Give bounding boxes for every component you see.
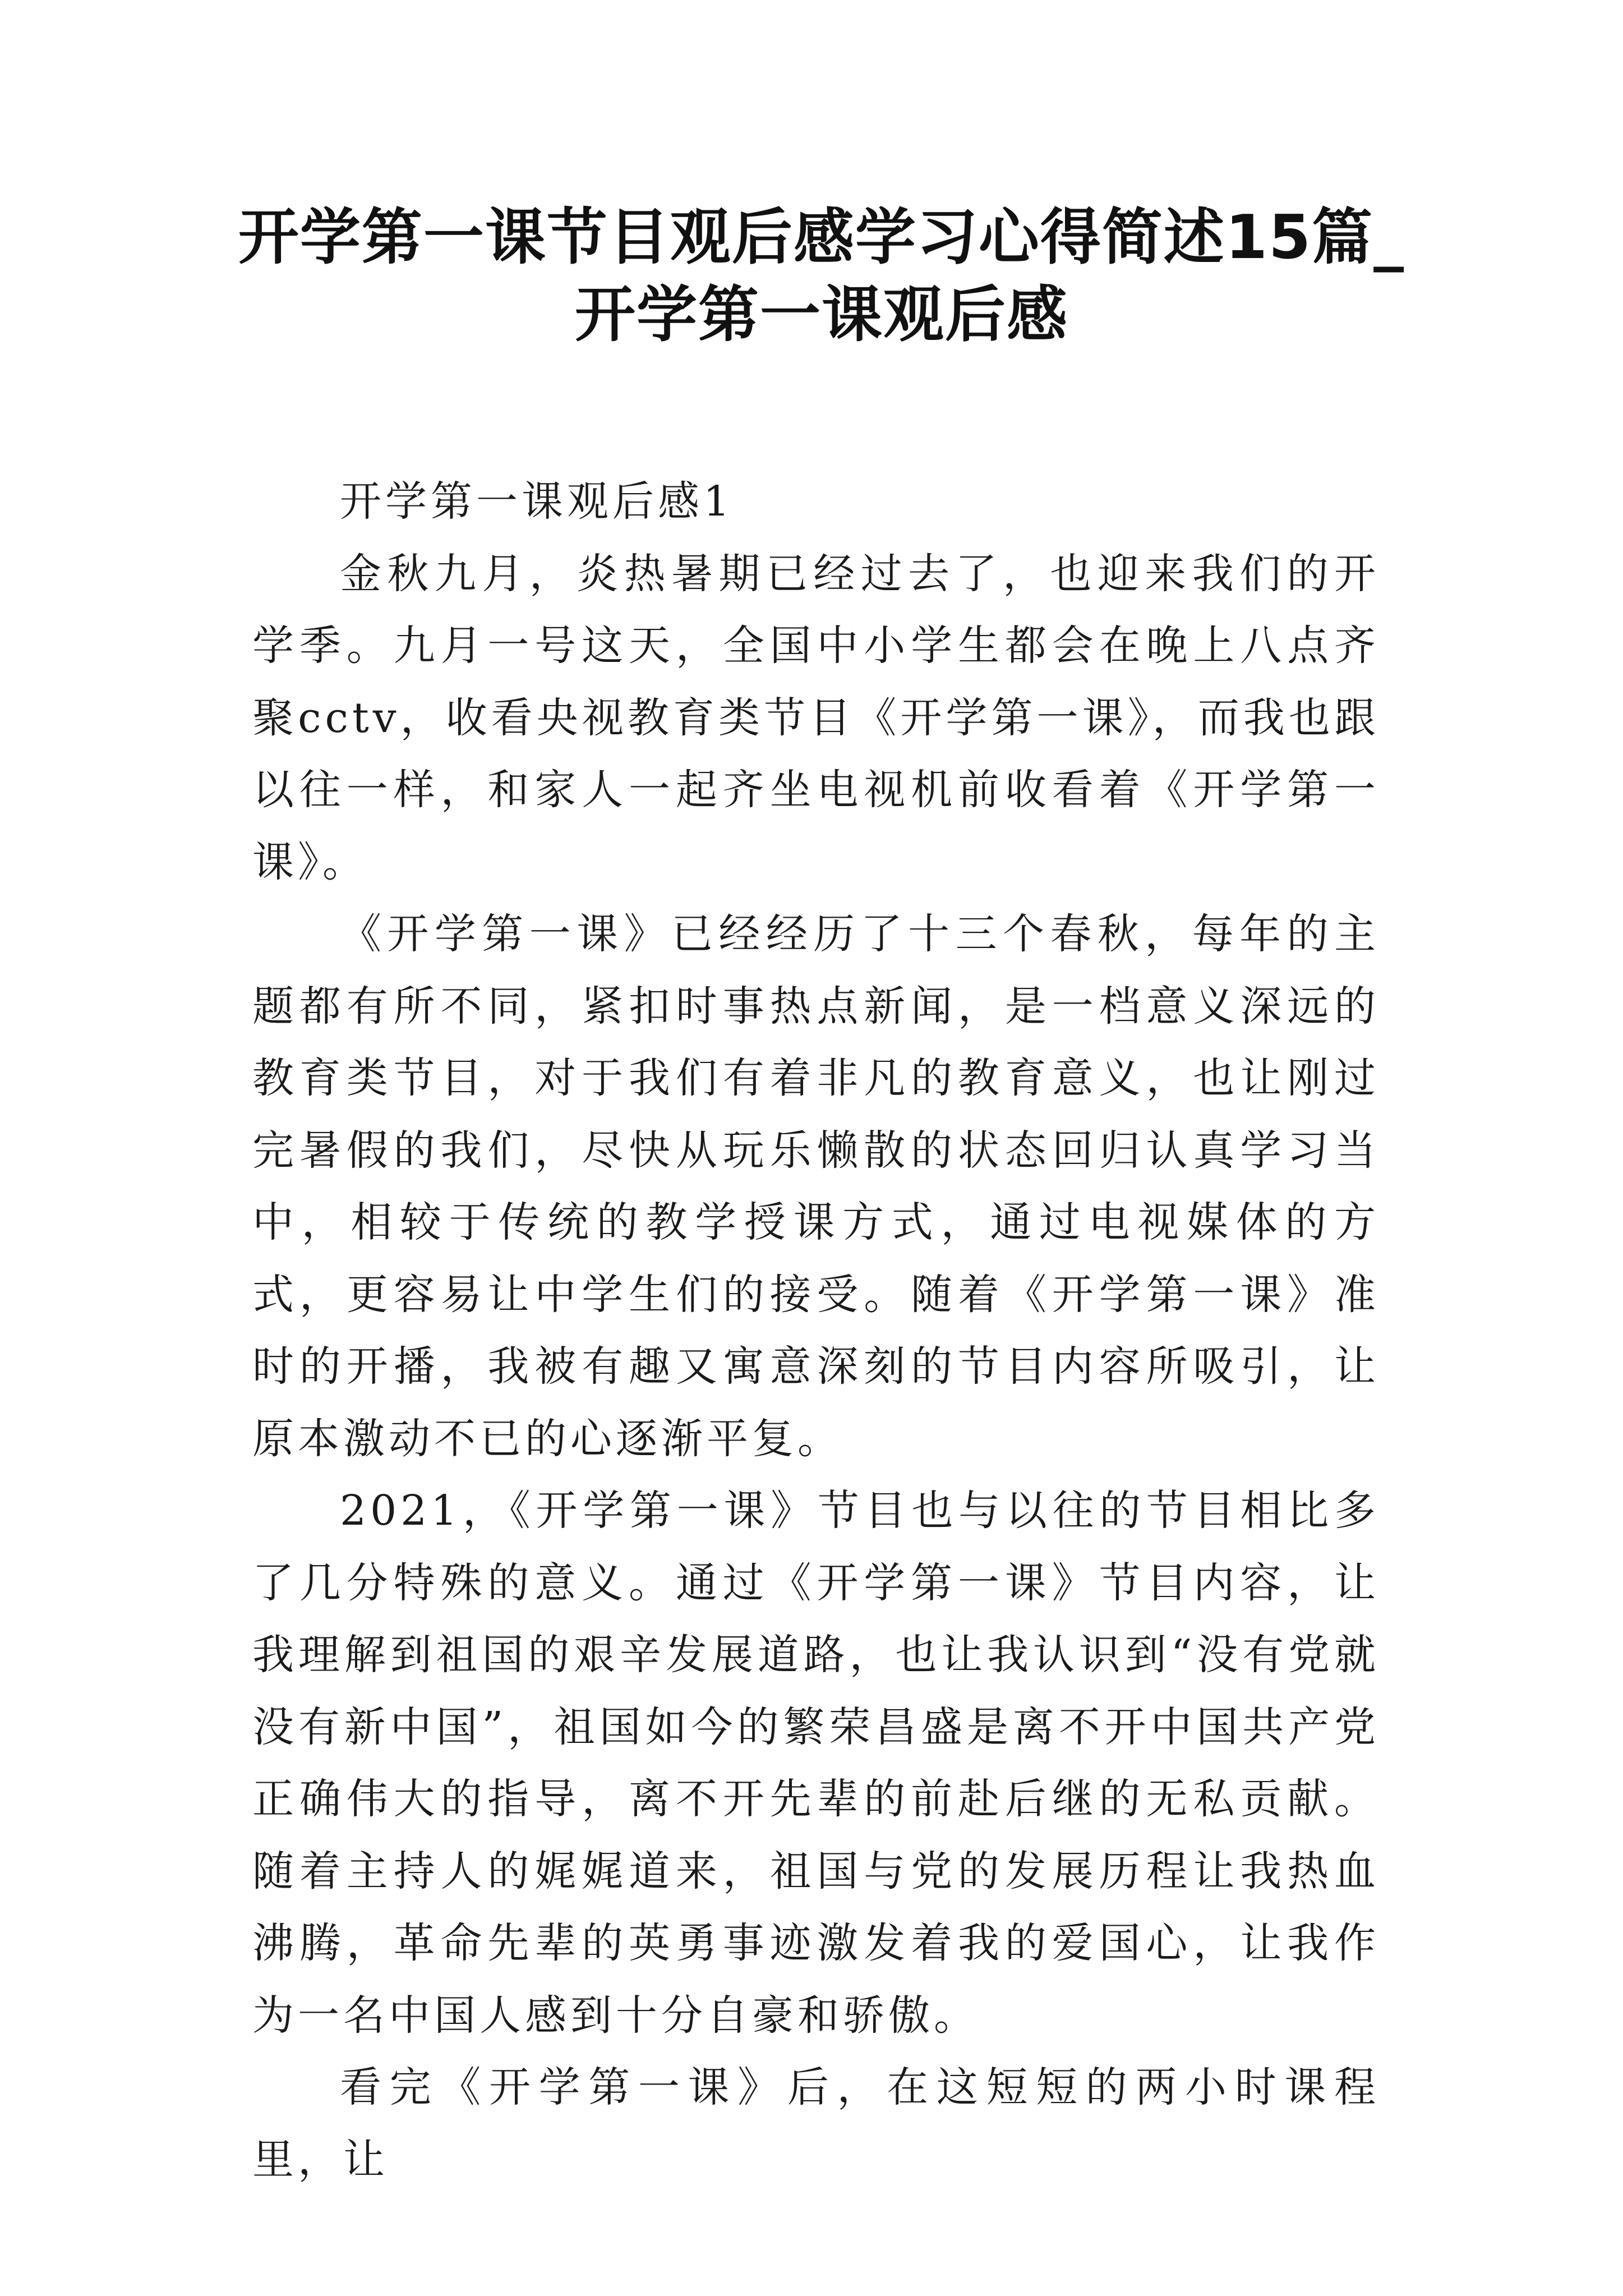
paragraph: 《开学第一课》已经经历了十三个春秋，每年的主题都有所不同，紧扣时事热点新闻，是一档意义深远的教育类节目，对于我们有着非凡的教育意义，也让刚过完暑假的我们，尽快从玩乐懒散的状态回归认真学习当中，相较于传统的教学授课方式，通过电视媒体的方式，更容易让中学生们的接受。随着《开学第一课》准时的开播，我被有趣又寓意深刻的节目内容所吸引，让原本激动不已的心逐渐平复。: [252, 910, 1380, 1463]
paragraph: 看完《开学第一课》后，在这短短的两小时课程里，让: [252, 2063, 1380, 2184]
paragraph: 金秋九月，炎热暑期已经过去了，也迎来我们的开学季。九月一号这天，全国中小学生都会在晚上八点齐聚cctv，收看央视教育类节目《开学第一课》，而我也跟以往一样，和家人一起齐坐电视机前收看着《开学第一课》。: [252, 549, 1380, 886]
title-line-2: 开学第一课观后感: [574, 280, 1068, 350]
title-line-1: 开学第一课节目观后感学习心得简述15篇_: [238, 203, 1405, 273]
section-heading: 开学第一课观后感1: [340, 477, 734, 526]
paragraph: 2021，《开学第一课》节目也与以往的节目相比多了几分特殊的意义。通过《开学第一课》节目内容，让我理解到祖国的艰辛发展道路，也让我认识到“没有党就没有新中国”，祖国如今的繁荣昌盛是离不开中国共产党正确伟大的指导，离不开先辈的前赴后继的无私贡献。随着主持人的娓娓道来，祖国与党的发展历程让我热血沸腾，革命先辈的英勇事迹激发着我的爱国心，让我作为一名中国人感到十分自豪和骄傲。: [252, 1487, 1380, 2040]
document-title: [236, 199, 1408, 354]
document-body: [252, 466, 1380, 2196]
